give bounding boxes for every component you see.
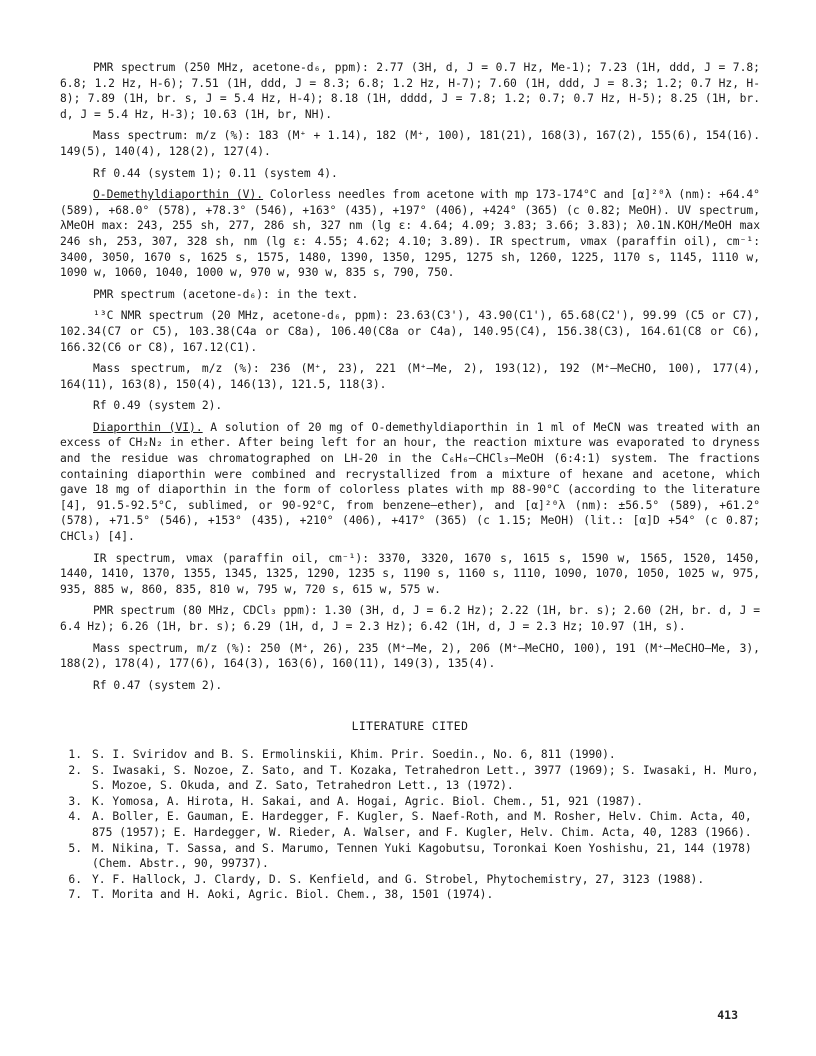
reference-text: A. Boller, E. Gauman, E. Hardegger, F. Kugler, S. Naef-Roth, and M. Rosher, Helv. Chim. Acta, 40, 875 (1957); E. Hardegger, W. Rieder, A. Walser, and F. Kugler, Helv. Chim. Acta, 40, 1283 (1966). bbox=[92, 810, 752, 839]
reference-text: K. Yomosa, A. Hirota, H. Sakai, and A. Hogai, Agric. Biol. Chem., 51, 921 (1987). bbox=[92, 794, 643, 808]
reference-text: Y. F. Hallock, J. Clardy, D. S. Kenfield, and G. Strobel, Phytochemistry, 27, 3123 (1988). bbox=[92, 872, 705, 886]
pmr-acetone-paragraph: PMR spectrum (acetone-d₆): in the text. bbox=[93, 287, 359, 301]
reference-number: 6. bbox=[68, 872, 82, 886]
reference-text: M. Nikina, T. Sassa, and S. Marumo, Tennen Yuki Kagobutsu, Toronkai Koen Yoshishu, 21, 144 (1978) (Chem. Abstr., 90, 99737). bbox=[92, 841, 752, 871]
c13-nmr-paragraph: ¹³C NMR spectrum (20 MHz, acetone-d₆, ppm): 23.63(C3'), 43.90(C1'), 65.68(C2'), 99.99 (C5 or C7), 102.34(C7 or C5), 103.38(C4a or C8a), 106.40(C8a or C4a), 140.95(C4), 156.38(C3), 164.61(C8 or C6), 166.32(C6 or C8), 167.12(C1). bbox=[60, 309, 760, 354]
reference-list bbox=[60, 747, 760, 903]
reference-text: T. Morita and H. Aoki, Agric. Biol. Chem., 38, 1501 (1974). bbox=[92, 888, 494, 902]
reference-item bbox=[60, 887, 760, 903]
mass-spectrum-v-paragraph: Mass spectrum, m/z (%): 236 (M⁺, 23), 221 (M⁺–Me, 2), 193(12), 192 (M⁺–MeCHO, 100), 177(4), 164(11), 163(8), 150(4), 146(13), 121.5, 118(3). bbox=[60, 362, 760, 391]
reference-text: S. Iwasaki, S. Nozoe, Z. Sato, and T. Kozaka, Tetrahedron Lett., 3977 (1969); S. Iwasaki, H. Muro, S. Mozoe, S. Okuda, and Z. Sato, Tetrahedron Lett., 13 (1972). bbox=[92, 763, 759, 793]
reference-item bbox=[60, 747, 760, 763]
rf-vi-paragraph: Rf 0.47 (system 2). bbox=[93, 678, 223, 692]
reference-number: 4. bbox=[68, 810, 82, 824]
reference-number: 5. bbox=[68, 841, 82, 855]
rf-paragraph: Rf 0.44 (system 1); 0.11 (system 4). bbox=[93, 166, 338, 180]
mass-spectrum-paragraph: Mass spectrum: m/z (%): 183 (M⁺ + 1.14), 182 (M⁺, 100), 181(21), 168(3), 167(2), 155(6), 154(16). 149(5), 140(4), 128(2), 127(4). bbox=[60, 129, 760, 158]
compound-v-title: O-Demethyldiaporthin (V). bbox=[93, 188, 264, 202]
reference-item bbox=[60, 763, 760, 794]
reference-item bbox=[60, 872, 760, 888]
ir-spectrum-vi-paragraph: IR spectrum, νmax (paraffin oil, cm⁻¹): 3370, 3320, 1670 s, 1615 s, 1590 w, 1565, 1520, 1450, 1440, 1410, 1370, 1355, 1345, 1325, 1290, 1235 s, 1190 s, 1160 s, 1110, 1090, 1070, 1050, 1025 w, 975, 935, 885 w, 860, 835, 810 w, 795 w, 720 s, 615 w, 575 w. bbox=[60, 551, 760, 596]
compound-vi-title: Diaporthin (VI). bbox=[93, 420, 203, 434]
reference-number: 7. bbox=[68, 888, 82, 902]
reference-item bbox=[60, 794, 760, 810]
page-number: 413 bbox=[717, 1008, 738, 1022]
reference-item bbox=[60, 809, 760, 840]
pmr-spectrum-vi-paragraph: PMR spectrum (80 MHz, CDCl₃ ppm): 1.30 (3H, d, J = 6.2 Hz); 2.22 (1H, br. s); 2.60 (2H, br. d, J = 6.4 Hz); 6.26 (1H, br. s); 6.29 (1H, d, J = 2.3 Hz); 6.42 (1H, d, J = 2.3 Hz; 10.97 (1H, s). bbox=[60, 604, 760, 633]
reference-number: 3. bbox=[68, 794, 82, 808]
reference-number: 2. bbox=[68, 763, 82, 777]
reference-number: 1. bbox=[68, 747, 82, 761]
compound-v-body: Colorless needles from acetone with mp 173-174°C and [α]²⁰λ (nm): +64.4° (589), +68.0° (578), +78.3° (546), +163° (435), +197° (406), +424° (365) (c 0.82; MeOH). UV spectrum, λMeOH max: 243, 255 sh, 277, 286 sh, 327 nm (lg ε: 4.64; 4.09; 3.83; 3.66; 3.83); λ0.1N.KOH/MeOH max 246 sh, 253, 307, 328 sh, nm (lg ε: 4.55; 4.62; 4.10; 3.89). IR spectrum, νmax (paraffin oil), cm⁻¹: 3400, 3050, 1670 s, 1625 s, 1575, 1480, 1390, 1350, 1295, 1275 sh, 1260, 1225, 1170 s, 1145, 1110 w, 1090 w, 1060, 1040, 1000 w, 970 w, 930 w, 835 s, 790, 750. bbox=[60, 188, 760, 280]
rf-v-paragraph: Rf 0.49 (system 2). bbox=[93, 399, 223, 413]
reference-item bbox=[60, 841, 760, 872]
compound-vi-body: A solution of 20 mg of O-demethyldiaporthin in 1 ml of MeCN was treated with an excess of CH₂N₂ in ether. After being left for an hour, the reaction mixture was evaporated to dryness and the residue was chromatographed on LH-20 in the C₆H₆–CHCl₃–MeOH (6:4:1) system. The fractions containing diaporthin were combined and recrystallized from a mixture of hexane and acetone, which gave 18 mg of diaporthin in the form of colorless plates with mp 88-90°C (according to the literature [4], 91.5-92.5°C, sublimed, or 90-92°C, from benzene–ether), and [α]²⁰λ (nm): ±56.5° (589), +61.2° (578), +71.5° (546), +153° (435), +210° (406), +417° (365) (c 1.15; MeOH) (lit.: [α]D +54° (c 0.87; CHCl₃) [4]. bbox=[60, 420, 760, 544]
pmr-spectrum-paragraph: PMR spectrum (250 MHz, acetone-d₆, ppm): 2.77 (3H, d, J = 0.7 Hz, Me-1); 7.23 (1H, ddd, J = 7.8; 6.8; 1.2 Hz, H-6); 7.51 (1H, ddd, J = 8.3; 6.8; 1.2 Hz, H-7); 7.60 (1H, ddd, J = 8.3; 1.2; 0.7 Hz, H-8); 7.89 (1H, br. s, J = 5.4 Hz, H-4); 8.18 (1H, dddd, J = 7.8; 1.2; 0.7; 0.7 Hz, H-5); 8.25 (1H, br. d, J = 5.4 Hz, H-3); 10.63 (1H, br, NH). bbox=[60, 61, 760, 121]
page-body bbox=[60, 60, 760, 903]
reference-text: S. I. Sviridov and B. S. Ermolinskii, Khim. Prir. Soedin., No. 6, 811 (1990). bbox=[92, 747, 616, 761]
literature-heading: LITERATURE CITED bbox=[351, 720, 469, 734]
demethyldiaporthin-paragraph bbox=[60, 187, 760, 281]
mass-spectrum-vi-paragraph: Mass spectrum, m/z (%): 250 (M⁺, 26), 235 (M⁺–Me, 2), 206 (M⁺–MeCHO, 100), 191 (M⁺–MeCHO–Me, 3), 188(2), 178(4), 177(6), 164(3), 163(6), 160(11), 149(3), 135(4). bbox=[60, 641, 760, 671]
diaporthin-paragraph bbox=[60, 420, 760, 545]
